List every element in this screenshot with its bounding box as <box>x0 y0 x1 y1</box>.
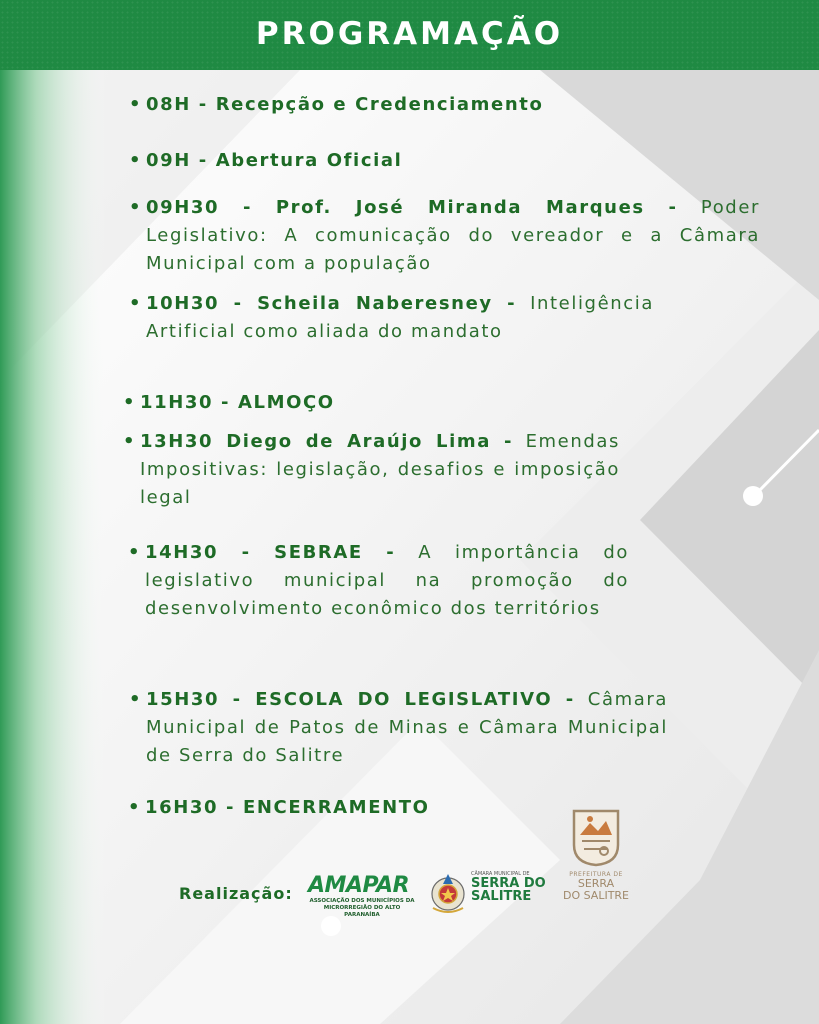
schedule-item <box>129 147 766 175</box>
bullet: • <box>129 293 143 314</box>
schedule-item <box>123 389 760 417</box>
bullet: • <box>129 150 143 171</box>
amapar-name: AMAPAR <box>308 873 410 898</box>
schedule-time: 08H - Recepção e Credenciamento <box>146 94 544 115</box>
schedule-item <box>129 290 654 346</box>
schedule-description: Inteligência Artificial como aliada do mandato <box>146 293 654 342</box>
schedule-item <box>128 794 765 822</box>
prefeitura-logo <box>560 805 632 902</box>
bullet: • <box>128 797 142 818</box>
realizacao-label: Realização: <box>179 884 293 903</box>
schedule-time: 13H30 Diego de Araújo Lima - <box>140 431 514 452</box>
camara-emblem-icon <box>427 870 469 916</box>
header-bar <box>0 0 819 70</box>
schedule-time: 16H30 - ENCERRAMENTO <box>145 797 430 818</box>
schedule-time: 09H - Abertura Oficial <box>146 150 403 171</box>
schedule-time: 11H30 - ALMOÇO <box>140 392 335 413</box>
prefeitura-name-1: SERRA <box>577 877 615 890</box>
prefeitura-name-2: DO SALITRE <box>562 889 630 902</box>
camara-small-label: CÂMARA MUNICIPAL DE <box>471 871 530 877</box>
schedule-item <box>129 91 766 119</box>
prefeitura-shield-icon <box>560 805 632 867</box>
camara-name-2: SALITRE <box>471 889 532 904</box>
schedule-item <box>123 428 621 512</box>
amapar-logo <box>308 873 416 919</box>
amapar-subtitle-2: MICRORREGIÃO DO ALTO PARANAÍBA <box>323 905 401 918</box>
camara-logo <box>471 871 551 903</box>
schedule-time: 15H30 - ESCOLA DO LEGISLATIVO - <box>146 689 575 710</box>
bullet: • <box>129 94 143 115</box>
bullet: • <box>129 197 143 218</box>
camara-name-1: SERRA DO <box>471 876 546 891</box>
schedule-time: 10H30 - Scheila Naberesney - <box>146 293 517 314</box>
schedule-description: Poder Legislativo: A comunicação do vereador e a Câmara Municipal com a população <box>146 197 761 274</box>
schedule-item <box>129 194 761 278</box>
schedule-description: Câmara Municipal de Patos de Minas e Câmara Municipal de Serra do Salitre <box>146 689 668 766</box>
amapar-subtitle-1: ASSOCIAÇÃO DOS MUNICÍPIOS DA <box>309 898 415 904</box>
schedule-item <box>129 686 668 770</box>
bullet: • <box>123 392 137 413</box>
bullet: • <box>129 689 143 710</box>
schedule-description: A importância do legislativo municipal na promoção do desenvolvimento econômico dos territórios <box>145 542 629 619</box>
schedule-description: Emendas Impositivas: legislação, desafios e imposição legal <box>140 431 621 508</box>
schedule-item <box>128 539 629 623</box>
prefeitura-small-label: PREFEITURA DE <box>569 871 623 878</box>
schedule-time: 14H30 - SEBRAE - <box>145 542 396 563</box>
bullet: • <box>128 542 142 563</box>
page-title: PROGRAMAÇÃO <box>255 16 564 52</box>
bullet: • <box>123 431 137 452</box>
schedule-time: 09H30 - Prof. José Miranda Marques - <box>146 197 678 218</box>
